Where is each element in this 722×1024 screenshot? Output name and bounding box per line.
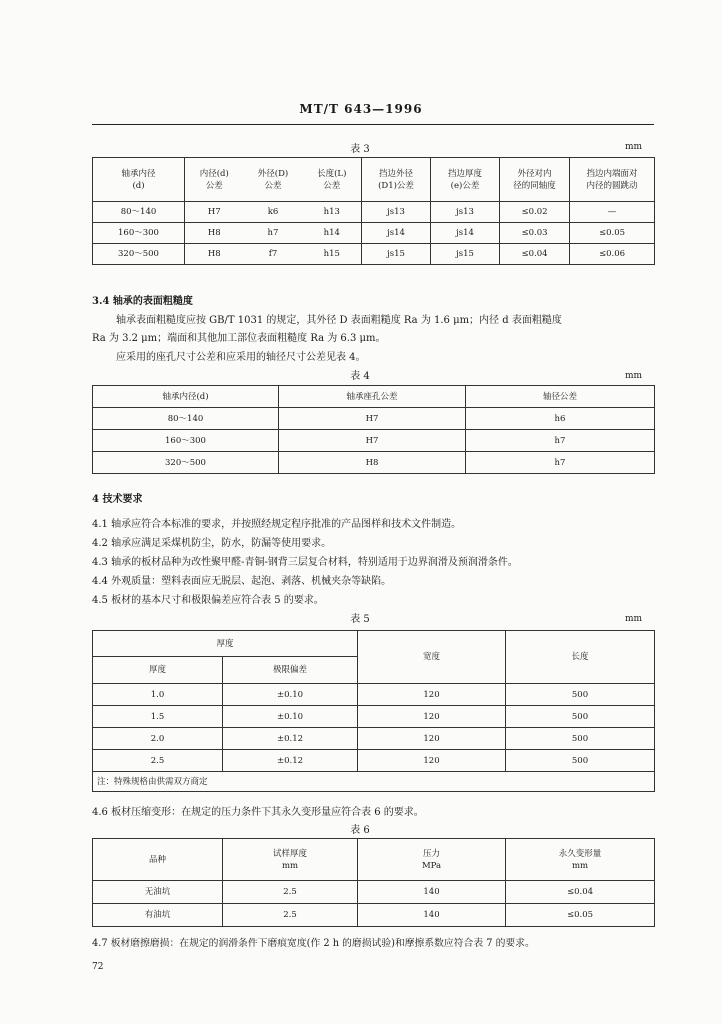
table4-cell: H7 bbox=[279, 430, 466, 452]
table4-cell: 80～140 bbox=[93, 408, 279, 430]
table3-cell: 160～300 bbox=[93, 223, 185, 244]
table3-cell: h15 bbox=[303, 244, 362, 265]
table-row bbox=[93, 408, 655, 430]
table5-cell: 500 bbox=[506, 750, 655, 772]
table5-cell: 120 bbox=[358, 728, 506, 750]
page-number: 72 bbox=[92, 962, 104, 972]
table4-cell: h6 bbox=[466, 408, 655, 430]
table5-caption: 表 5 bbox=[350, 614, 370, 625]
table4-unit: mm bbox=[625, 371, 643, 381]
table5-cell: ±0.12 bbox=[223, 750, 358, 772]
table4-header-cell: 轴承内径(d) bbox=[93, 386, 279, 408]
table6 bbox=[92, 838, 655, 927]
table4-cell: 160～300 bbox=[93, 430, 279, 452]
table3-header-cell: 挡边外径 (D1)公差 bbox=[362, 158, 431, 202]
table3-cell: 320～500 bbox=[93, 244, 185, 265]
table5-header-cell: 长度 bbox=[506, 631, 655, 684]
table3-unit: mm bbox=[625, 142, 643, 152]
requirement-item: 4.5 板材的基本尺寸和极限偏差应符合表 5 的要求。 bbox=[92, 595, 324, 606]
table3-cell: H8 bbox=[185, 223, 244, 244]
table5-note: 注：特殊规格由供需双方商定 bbox=[93, 772, 655, 792]
table4-cell: 320～500 bbox=[93, 452, 279, 474]
table6-header-cell: 品种 bbox=[93, 839, 223, 881]
table-row bbox=[93, 881, 655, 904]
table4-header-cell: 轴径公差 bbox=[466, 386, 655, 408]
table5-cell: 120 bbox=[358, 684, 506, 706]
table5-cell: 1.0 bbox=[93, 684, 223, 706]
table-row bbox=[93, 430, 655, 452]
page-header: MT/T 643—1996 bbox=[299, 102, 423, 116]
paragraph-line: 轴承表面粗糙度应按 GB/T 1031 的规定，其外径 D 表面粗糙度 Ra 为 1.6 μm；内径 d 表面粗糙度 bbox=[116, 315, 562, 326]
table5-cell: ±0.10 bbox=[223, 684, 358, 706]
table5-cell: ±0.10 bbox=[223, 706, 358, 728]
table6-header-cell: 压力 MPa bbox=[358, 839, 506, 881]
requirement-item: 4.7 板材磨擦磨损：在规定的润滑条件下磨痕宽度(作 2 h 的磨损试验)和摩擦系数应符合表 7 的要求。 bbox=[92, 938, 535, 949]
table-row bbox=[93, 684, 655, 706]
table3-cell: — bbox=[570, 202, 655, 223]
table3-cell: h7 bbox=[244, 223, 303, 244]
table3-cell: js13 bbox=[362, 202, 431, 223]
table-row bbox=[93, 244, 655, 265]
table3-header-row bbox=[93, 158, 655, 202]
table6-cell: 140 bbox=[358, 904, 506, 927]
table4-caption: 表 4 bbox=[350, 371, 370, 382]
table6-header-cell: 试样厚度 mm bbox=[223, 839, 358, 881]
paragraph-line: 应采用的座孔尺寸公差和应采用的轴径尺寸公差见表 4。 bbox=[116, 352, 366, 363]
table5-cell: ±0.12 bbox=[223, 728, 358, 750]
table3-cell: js15 bbox=[431, 244, 500, 265]
table3-header-cell: 内径(d) 公差 bbox=[185, 158, 244, 202]
table4-cell: h7 bbox=[466, 430, 655, 452]
table3-cell: js14 bbox=[431, 223, 500, 244]
table3-cell: ≤0.03 bbox=[500, 223, 570, 244]
table-row bbox=[93, 728, 655, 750]
table-row bbox=[93, 750, 655, 772]
section-3-4-title: 3.4 轴承的表面粗糙度 bbox=[92, 296, 193, 307]
table4-header-row bbox=[93, 386, 655, 408]
table5-cell: 120 bbox=[358, 750, 506, 772]
table3-cell: ≤0.06 bbox=[570, 244, 655, 265]
table4-cell: H7 bbox=[279, 408, 466, 430]
table3-cell: js13 bbox=[431, 202, 500, 223]
table5-cell: 500 bbox=[506, 706, 655, 728]
table3-cell: js14 bbox=[362, 223, 431, 244]
table3-header-cell: 外径对内 径的同轴度 bbox=[500, 158, 570, 202]
table3-header-cell: 轴承内径 (d) bbox=[93, 158, 185, 202]
table3-cell: js15 bbox=[362, 244, 431, 265]
table-row bbox=[93, 202, 655, 223]
table3-cell: H8 bbox=[185, 244, 244, 265]
table6-cell: 无油坑 bbox=[93, 881, 223, 904]
table6-cell: ≤0.05 bbox=[506, 904, 655, 927]
table-row bbox=[93, 452, 655, 474]
table5-cell: 120 bbox=[358, 706, 506, 728]
requirement-item: 4.2 轴承应满足采煤机防尘，防水，防漏等使用要求。 bbox=[92, 538, 332, 549]
table3-cell: h14 bbox=[303, 223, 362, 244]
table3-cell: h13 bbox=[303, 202, 362, 223]
table3-caption: 表 3 bbox=[350, 144, 370, 155]
requirement-item: 4.3 轴承的板材品种为改性聚甲醛-青铜-钢背三层复合材料，特别适用于边界润滑及预润滑条件。 bbox=[92, 557, 518, 568]
table3-header-cell: 外径(D) 公差 bbox=[244, 158, 303, 202]
table5-header-row bbox=[93, 631, 655, 657]
table5-header-cell: 极限偏差 bbox=[223, 657, 358, 684]
table3 bbox=[92, 157, 655, 265]
table5-cell: 500 bbox=[506, 728, 655, 750]
table4-header-cell: 轴承座孔公差 bbox=[279, 386, 466, 408]
table5-header-cell: 厚度 bbox=[93, 631, 358, 657]
requirement-item: 4.6 板材压缩变形：在规定的压力条件下其永久变形量应符合表 6 的要求。 bbox=[92, 807, 424, 818]
table3-cell: 80～140 bbox=[93, 202, 185, 223]
table6-cell: 2.5 bbox=[223, 881, 358, 904]
table3-cell: f7 bbox=[244, 244, 303, 265]
table6-header-cell: 永久变形量 mm bbox=[506, 839, 655, 881]
table5-cell: 2.0 bbox=[93, 728, 223, 750]
table5 bbox=[92, 630, 655, 792]
table3-cell: H7 bbox=[185, 202, 244, 223]
table-row bbox=[93, 706, 655, 728]
section-4-title: 4 技术要求 bbox=[92, 494, 143, 505]
table-row bbox=[93, 223, 655, 244]
table5-header-cell: 厚度 bbox=[93, 657, 223, 684]
table5-cell: 2.5 bbox=[93, 750, 223, 772]
table3-header-cell: 长度(L) 公差 bbox=[303, 158, 362, 202]
table3-cell: ≤0.04 bbox=[500, 244, 570, 265]
table3-cell: ≤0.05 bbox=[570, 223, 655, 244]
table6-cell: ≤0.04 bbox=[506, 881, 655, 904]
table4-cell: H8 bbox=[279, 452, 466, 474]
table6-cell: 有油坑 bbox=[93, 904, 223, 927]
table-row bbox=[93, 904, 655, 927]
table3-cell: k6 bbox=[244, 202, 303, 223]
table3-cell: ≤0.02 bbox=[500, 202, 570, 223]
table6-header-row bbox=[93, 839, 655, 881]
table5-cell: 500 bbox=[506, 684, 655, 706]
table4-cell: h7 bbox=[466, 452, 655, 474]
table5-header-cell: 宽度 bbox=[358, 631, 506, 684]
table-row bbox=[93, 772, 655, 792]
table5-cell: 1.5 bbox=[93, 706, 223, 728]
requirement-item: 4.4 外观质量：塑料表面应无脱层、起泡、剥落、机械夹杂等缺陷。 bbox=[92, 576, 392, 587]
table6-cell: 140 bbox=[358, 881, 506, 904]
table3-header-cell: 挡边厚度 (e)公差 bbox=[431, 158, 500, 202]
table5-unit: mm bbox=[625, 614, 643, 624]
table4 bbox=[92, 385, 655, 474]
paragraph-line: Ra 为 3.2 μm；端面和其他加工部位表面粗糙度 Ra 为 6.3 μm。 bbox=[92, 333, 386, 344]
table3-header-cell: 挡边内端面对 内径的圆跳动 bbox=[570, 158, 655, 202]
header-rule bbox=[92, 124, 654, 125]
requirement-item: 4.1 轴承应符合本标准的要求，并按照经规定程序批准的产品图样和技术文件制造。 bbox=[92, 519, 462, 530]
table6-cell: 2.5 bbox=[223, 904, 358, 927]
table6-caption: 表 6 bbox=[350, 825, 370, 836]
